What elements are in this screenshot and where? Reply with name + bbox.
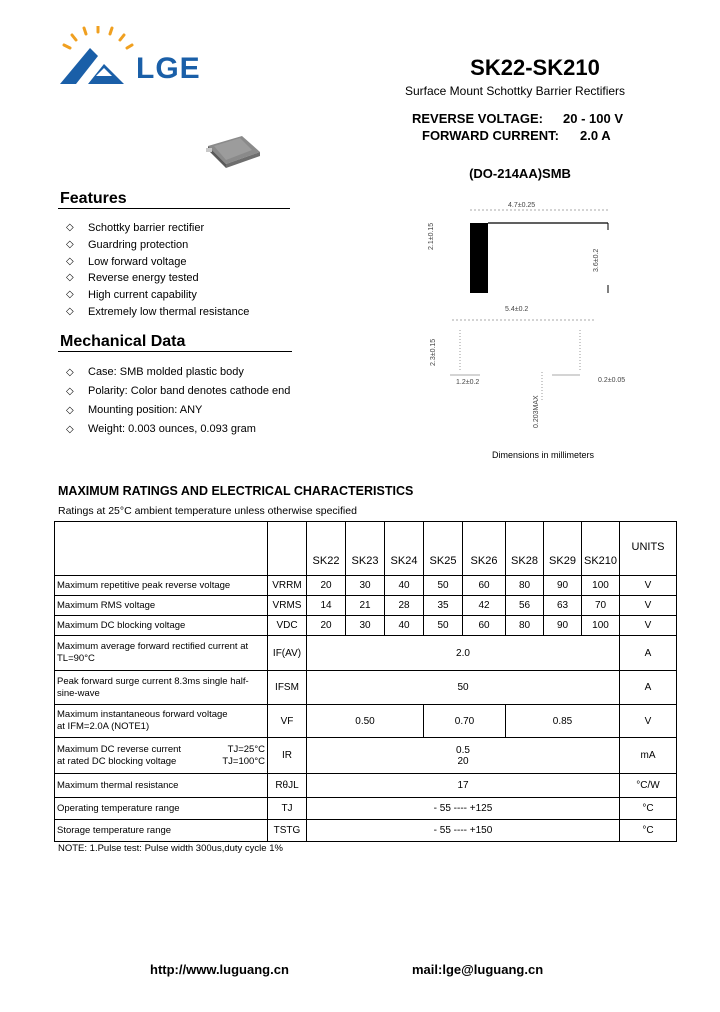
table-cell: 30: [346, 616, 385, 636]
table-cell: VRRM: [268, 576, 307, 596]
table-cell: 20: [307, 576, 346, 596]
table-row: [55, 705, 677, 738]
table-cell: Peak forward surge current 8.3ms single half- sine-wave: [55, 671, 268, 705]
table-cell: 30: [346, 576, 385, 596]
features-title: Features: [60, 190, 127, 207]
part-title: SK22-SK210: [470, 55, 600, 80]
table-cell: 100: [582, 576, 620, 596]
table-cell: Maximum instantaneous forward voltage at IFM=2.0A (NOTE1): [55, 705, 268, 738]
table-cell: 40: [385, 576, 424, 596]
table-cell: 35: [424, 596, 463, 616]
dimensions-caption: Dimensions in millimeters: [492, 450, 595, 460]
table-cell: V: [620, 576, 677, 596]
features-divider: [58, 208, 290, 209]
table-cell: IR: [268, 738, 307, 774]
table-row: [55, 671, 677, 705]
table-cell: Maximum DC reverse current TJ=25°C at rated DC blocking voltage TJ=100°C: [55, 738, 268, 774]
table-cell: Maximum average forward rectified current at TL=90°C: [55, 636, 268, 671]
table-cell: VF: [268, 705, 307, 738]
diamond-icon: ◇: [66, 255, 74, 267]
diamond-icon: ◇: [66, 222, 74, 233]
table-cell: 60: [463, 576, 506, 596]
col-header-units: UNITS: [620, 522, 677, 576]
col-header: SK26: [463, 522, 506, 576]
package-label: (DO-214AA)SMB: [469, 166, 571, 181]
package-outline-drawing: [430, 200, 650, 450]
table-cell: [268, 522, 307, 576]
table-cell: mA: [620, 738, 677, 774]
component-image: [204, 132, 264, 170]
diamond-icon: ◇: [66, 238, 74, 250]
list-item: ◇ Case: SMB molded plastic body: [58, 363, 290, 382]
table-cell: 40: [385, 616, 424, 636]
table-cell: 0.50: [307, 705, 424, 738]
table-row: [55, 798, 677, 820]
table-row: [55, 576, 677, 596]
table-cell: 56: [506, 596, 544, 616]
diamond-icon: ◇: [66, 272, 74, 284]
table-cell: Maximum DC blocking voltage: [55, 616, 268, 636]
table-cell: 50: [424, 576, 463, 596]
col-header: SK25: [424, 522, 463, 576]
table-cell: 21: [346, 596, 385, 616]
table-cell: VRMS: [268, 596, 307, 616]
table-cell: 80: [506, 576, 544, 596]
diamond-icon: ◇: [66, 289, 74, 301]
dim-right: 3.6±0.2: [593, 248, 600, 272]
dim-width: 5.4±0.2: [505, 306, 529, 313]
table-cell: TSTG: [268, 820, 307, 842]
table-cell: Maximum RMS voltage: [55, 596, 268, 616]
table-row: [55, 596, 677, 616]
forward-current-label: FORWARD CURRENT:: [422, 128, 559, 143]
table-cell: 20: [307, 616, 346, 636]
mechanical-title: Mechanical Data: [60, 333, 186, 350]
table-cell: V: [620, 616, 677, 636]
dim-lead: 1.2±0.2: [456, 379, 480, 386]
table-cell: 90: [544, 616, 582, 636]
table-cell: Operating temperature range: [55, 798, 268, 820]
logo-text: LGE: [136, 52, 201, 85]
list-item: ◇ Polarity: Color band denotes cathode end: [58, 382, 290, 401]
dim-height: 2.3±0.15: [430, 338, 437, 366]
table-note: NOTE: 1.Pulse test: Pulse width 300us,duty cycle 1%: [58, 843, 283, 854]
list-item: ◇ Mounting position: ANY: [58, 401, 290, 420]
table-row: [55, 820, 677, 842]
table-cell: 63: [544, 596, 582, 616]
table-cell: - 55 ---- +150: [307, 820, 620, 842]
diamond-icon: ◇: [66, 305, 74, 317]
dim-thick: 0.2±0.05: [598, 377, 626, 384]
table-cell: - 55 ---- +125: [307, 798, 620, 820]
table-cell: A: [620, 671, 677, 705]
reverse-voltage-label: REVERSE VOLTAGE:: [412, 111, 543, 126]
dim-max: 0.203MAX: [533, 395, 540, 428]
table-row: [55, 616, 677, 636]
table-cell: °C: [620, 798, 677, 820]
table-cell: A: [620, 636, 677, 671]
dim-left: 2.1±0.15: [428, 222, 435, 250]
forward-current-value: 2.0 A: [580, 128, 611, 143]
reverse-voltage-value: 20 - 100 V: [563, 111, 623, 126]
table-cell: 42: [463, 596, 506, 616]
table-cell: IFSM: [268, 671, 307, 705]
table-cell: 50: [424, 616, 463, 636]
table-cell: 100: [582, 616, 620, 636]
table-cell: 80: [506, 616, 544, 636]
col-header: SK29: [544, 522, 582, 576]
list-item: ◇ Extremely low thermal resistance: [58, 304, 249, 321]
table-cell: 60: [463, 616, 506, 636]
table-title: MAXIMUM RATINGS AND ELECTRICAL CHARACTERISTICS: [58, 484, 414, 498]
diamond-icon: ◇: [66, 424, 74, 435]
list-item: ◇ High current capability: [58, 287, 249, 304]
mechanical-divider: [58, 351, 292, 352]
table-row: [55, 774, 677, 798]
table-subtitle: Ratings at 25°C ambient temperature unless otherwise specified: [58, 505, 357, 517]
diamond-icon: ◇: [66, 405, 74, 416]
list-item: ◇ Low forward voltage: [58, 254, 249, 271]
table-cell: IF(AV): [268, 636, 307, 671]
list-item: ◇ Schottky barrier rectifier: [58, 220, 249, 237]
table-cell: 0.85: [506, 705, 620, 738]
col-header: SK28: [506, 522, 544, 576]
table-cell: °C/W: [620, 774, 677, 798]
email-link[interactable]: mail:lge@luguang.cn: [412, 962, 544, 977]
table-header-row: [55, 522, 677, 576]
list-item: ◇ Reverse energy tested: [58, 270, 249, 287]
table-cell: RθJL: [268, 774, 307, 798]
diamond-icon: ◇: [66, 367, 74, 378]
table-cell: 14: [307, 596, 346, 616]
list-item: ◇ Weight: 0.003 ounces, 0.093 gram: [58, 420, 290, 439]
table-cell: VDC: [268, 616, 307, 636]
part-subtitle: Surface Mount Schottky Barrier Rectifiers: [404, 84, 626, 98]
table-cell: [55, 522, 268, 576]
col-header: SK22: [307, 522, 346, 576]
mechanical-list: [58, 363, 290, 439]
col-header: SK210: [582, 522, 620, 576]
table-cell: Maximum repetitive peak reverse voltage: [55, 576, 268, 596]
website-link[interactable]: http://www.luguang.cn: [150, 962, 289, 977]
table-cell: 17: [307, 774, 620, 798]
table-cell: TJ: [268, 798, 307, 820]
list-item: ◇ Guardring protection: [58, 237, 249, 254]
table-cell: 0.5 20: [307, 738, 620, 774]
dim-top: 4.7±0.25: [508, 202, 536, 209]
col-header: SK23: [346, 522, 385, 576]
diamond-icon: ◇: [66, 386, 74, 397]
table-cell: 90: [544, 576, 582, 596]
table-cell: 50: [307, 671, 620, 705]
table-cell: V: [620, 705, 677, 738]
table-cell: Storage temperature range: [55, 820, 268, 842]
table-cell: V: [620, 596, 677, 616]
table-cell: Maximum thermal resistance: [55, 774, 268, 798]
features-list: [58, 220, 249, 321]
ratings-table: [54, 521, 677, 842]
table-cell: 2.0: [307, 636, 620, 671]
col-header: SK24: [385, 522, 424, 576]
table-cell: 28: [385, 596, 424, 616]
table-cell: 0.70: [424, 705, 506, 738]
table-cell: °C: [620, 820, 677, 842]
lge-logo-mark: [58, 26, 134, 90]
table-row: [55, 636, 677, 671]
table-row: [55, 738, 677, 774]
table-cell: 70: [582, 596, 620, 616]
